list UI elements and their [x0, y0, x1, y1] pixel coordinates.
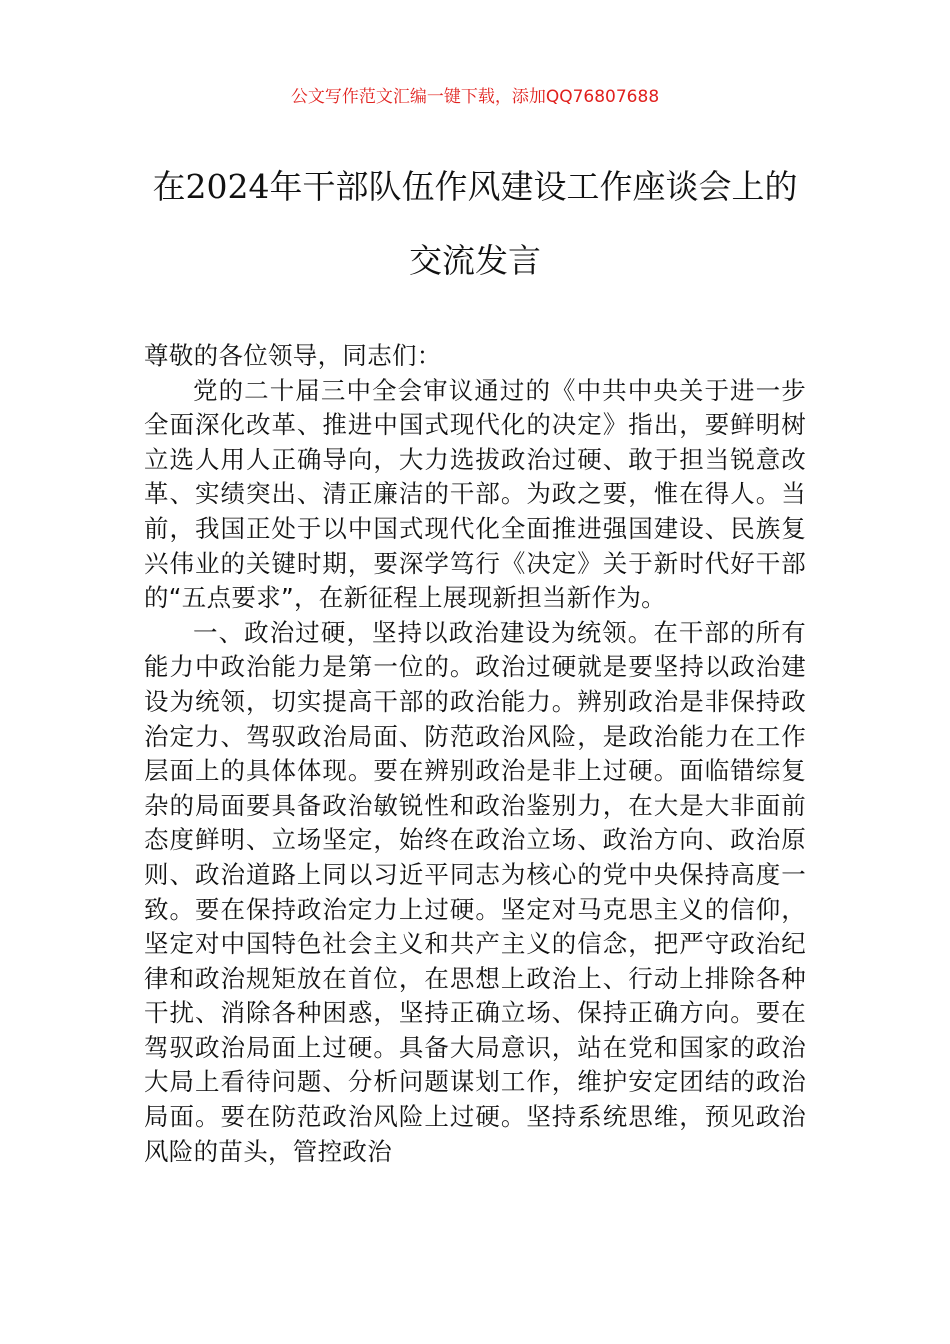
paragraph-section-one: 一、政治过硬，坚持以政治建设为统领。在干部的所有能力中政治能力是第一位的。政治过硬就是要坚持以政治建设为统领，切实提高干部的政治能力。辨别政治是非保持政治定力、驾驭政治局面、防范政治风险，是政治能力在工作层面上的具体体现。要在辨别政治是非上过硬。面临错综复杂的局面要具备政治敏锐性和政治鉴别力，在大是大非面前态度鲜明、立场坚定，始终在政治立场、政治方向、政治原则、政治道路上同以习近平同志为核心的党中央保持高度一致。要在保持政治定力上过硬。坚定对马克思主义的信仰，坚定对中国特色社会主义和共产主义的信念，把严守政治纪律和政治规矩放在首位，在思想上政治上、行动上排除各种干扰、消除各种困惑，坚持正确立场、保持正确方向。要在驾驭政治局面上过硬。具备大局意识，站在党和国家的政治大局上看待问题、分析问题谋划工作，维护安定团结的政治局面。要在防范政治风险上过硬。坚持系统思维，预见政治风险的苗头，管控政治	[144, 617, 806, 1166]
salutation: 尊敬的各位领导，同志们：	[144, 341, 442, 370]
download-promo-note: 公文写作范文汇编一键下载，添加QQ76807688	[290, 87, 660, 107]
paragraph-intro: 党的二十届三中全会审议通过的《中共中央关于进一步全面深化改革、推进中国式现代化的决定》指出，要鲜明树立选人用人正确导向，大力选拔政治过硬、敢于担当锐意改革、实绩突出、清正廉洁的干部。为政之要，惟在得人。当前，我国正处于以中国式现代化全面推进强国建设、民族复兴伟业的关键时期，要深学笃行《决定》关于新时代好干部的“五点要求”，在新征程上展现新担当新作为。	[144, 375, 806, 613]
document-title: 在2024年干部队伍作风建设工作座谈会上的交流发言	[152, 167, 798, 280]
document-body	[144, 339, 806, 1169]
